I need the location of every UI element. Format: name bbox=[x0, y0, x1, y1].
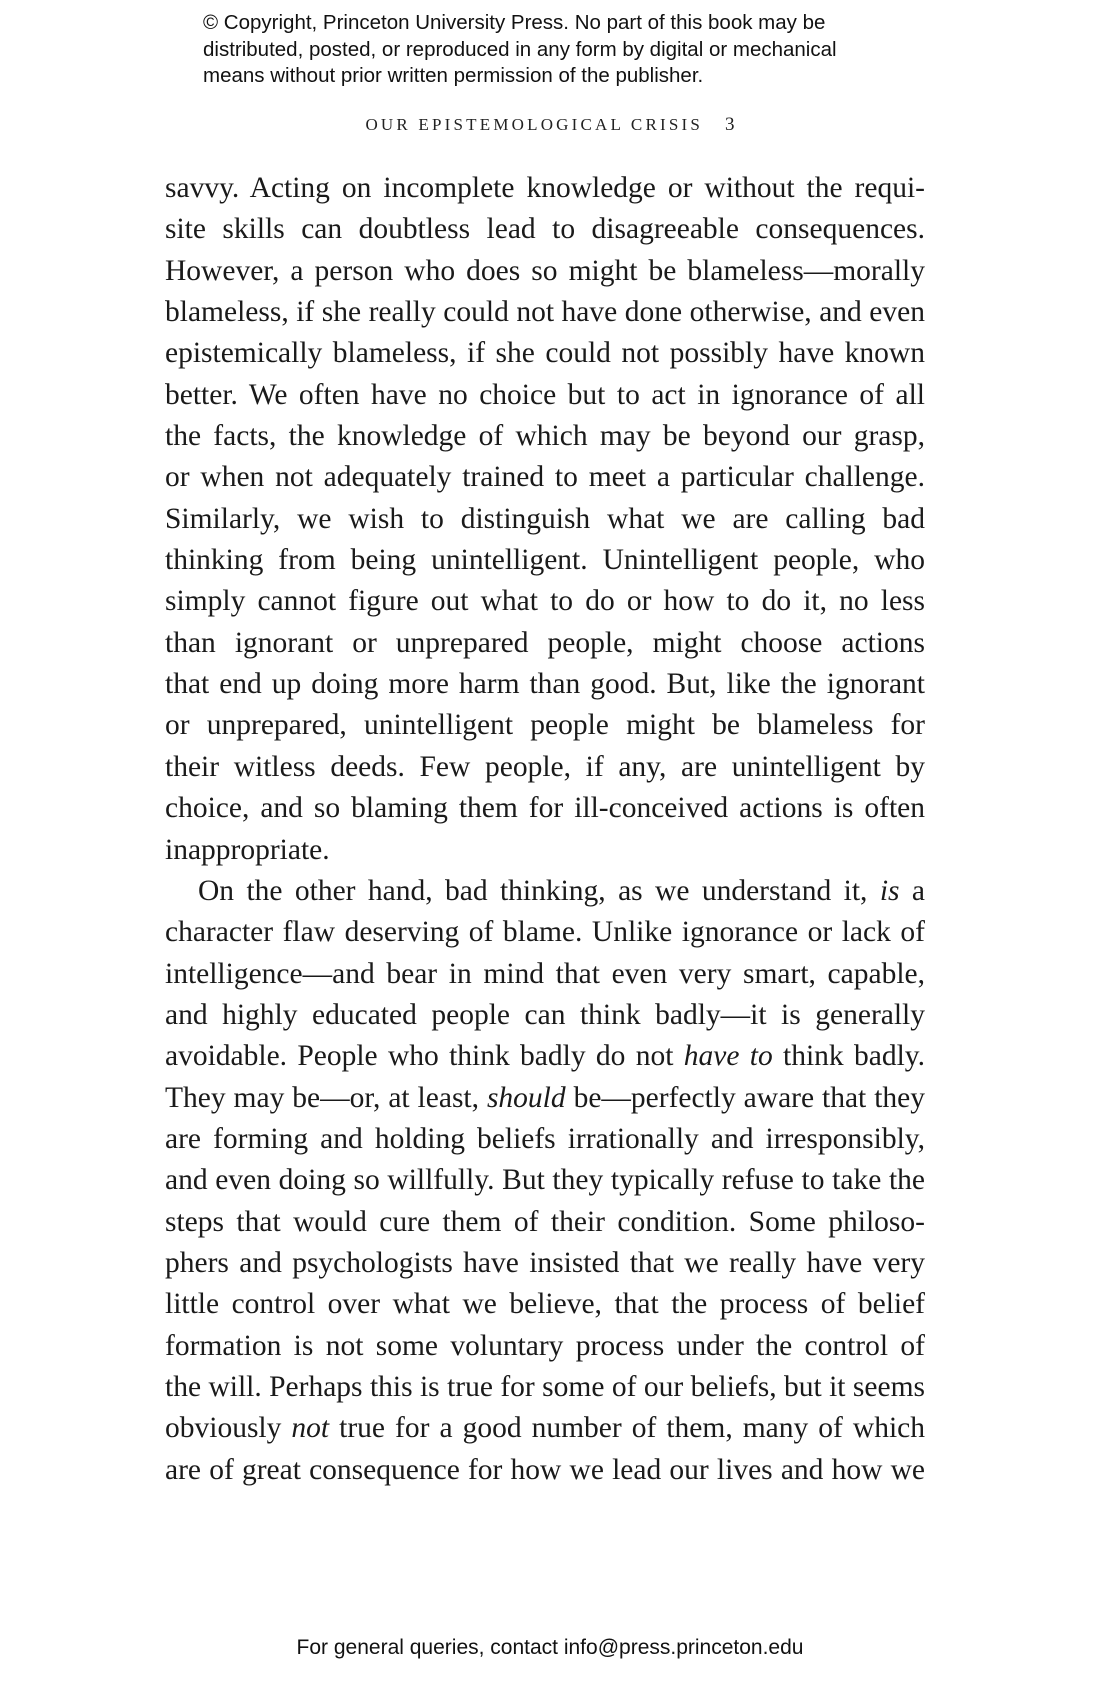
copyright-line: distributed, posted, or reproduced in any form by digital or mechanical bbox=[203, 37, 837, 61]
text-line bbox=[165, 1160, 925, 1201]
text-segment: or unprepared, unintelligent people might be blameless for bbox=[165, 709, 925, 742]
running-head-title: OUR EPISTEMOLOGICAL CRISIS bbox=[365, 115, 704, 134]
page-number: 3 bbox=[725, 114, 735, 135]
text-line bbox=[165, 1284, 925, 1325]
text-segment: their witless deeds. Few people, if any, are unintelligent by bbox=[165, 750, 925, 783]
text-segment: little control over what we believe, that the process of belief bbox=[165, 1288, 925, 1321]
text-line bbox=[165, 168, 925, 209]
text-line bbox=[165, 1450, 925, 1491]
text-segment: true for a good number of them, many of which bbox=[329, 1412, 925, 1445]
text-line bbox=[165, 623, 925, 664]
italic-text: have to bbox=[683, 1040, 773, 1073]
text-segment: choice, and so blaming them for ill-conceived actions is often bbox=[165, 792, 925, 825]
text-line bbox=[165, 664, 925, 705]
text-segment: site skills can doubtless lead to disagreeable consequences. bbox=[165, 213, 925, 246]
text-segment: a bbox=[899, 874, 925, 907]
italic-text: should bbox=[486, 1081, 566, 1114]
text-line bbox=[165, 375, 925, 416]
body-text bbox=[165, 168, 925, 1491]
text-segment: than ignorant or unprepared people, might choose actions bbox=[165, 626, 925, 659]
text-line bbox=[165, 830, 925, 871]
italic-text: is bbox=[879, 874, 900, 907]
text-line bbox=[165, 871, 925, 912]
text-segment: inappropriate. bbox=[165, 833, 330, 866]
text-segment: obviously bbox=[165, 1412, 292, 1445]
text-line bbox=[165, 705, 925, 746]
text-segment: blameless, if she really could not have done otherwise, and even bbox=[165, 296, 925, 329]
text-segment: and even doing so willfully. But they typically refuse to take the bbox=[165, 1164, 925, 1197]
text-segment: are forming and holding beliefs irrationally and irresponsibly, bbox=[165, 1122, 925, 1155]
text-line bbox=[165, 416, 925, 457]
text-segment: phers and psychologists have insisted that we really have very bbox=[165, 1246, 925, 1279]
text-line bbox=[165, 457, 925, 498]
text-segment: the facts, the knowledge of which may be beyond our grasp, bbox=[165, 420, 925, 453]
text-line bbox=[165, 1408, 925, 1449]
text-line bbox=[165, 251, 925, 292]
running-head bbox=[0, 114, 1100, 136]
text-line bbox=[165, 1119, 925, 1160]
text-segment: epistemically blameless, if she could not possibly have known bbox=[165, 337, 925, 370]
text-segment: thinking from being unintelligent. Unintelligent people, who bbox=[165, 544, 925, 577]
text-line bbox=[165, 995, 925, 1036]
text-line bbox=[165, 954, 925, 995]
text-line bbox=[165, 1367, 925, 1408]
text-segment: steps that would cure them of their condition. Some philoso- bbox=[165, 1205, 925, 1238]
text-line bbox=[165, 1202, 925, 1243]
footer-contact: For general queries, contact info@press.princeton.edu bbox=[296, 1636, 804, 1659]
text-line bbox=[165, 788, 925, 829]
text-segment: On the other hand, bad thinking, as we understand it, bbox=[198, 874, 880, 907]
copyright-notice bbox=[203, 10, 923, 90]
text-segment: that end up doing more harm than good. But, like the ignorant bbox=[165, 668, 925, 701]
text-line bbox=[165, 1243, 925, 1284]
text-line bbox=[165, 1326, 925, 1367]
text-segment: intelligence—and bear in mind that even very smart, capable, bbox=[165, 957, 925, 990]
copyright-line: © Copyright, Princeton University Press. No part of this book may be bbox=[203, 11, 826, 34]
text-segment: and highly educated people can think badly—it is generally bbox=[165, 998, 925, 1031]
text-line bbox=[165, 1078, 925, 1119]
text-segment: the will. Perhaps this is true for some of our beliefs, but it seems bbox=[165, 1370, 925, 1403]
text-segment: be—perfectly aware that they bbox=[565, 1081, 925, 1114]
text-segment: simply cannot figure out what to do or how to do it, no less bbox=[165, 585, 925, 618]
text-line bbox=[165, 747, 925, 788]
text-segment: think badly. bbox=[772, 1040, 925, 1073]
italic-text: not bbox=[291, 1412, 330, 1445]
text-segment: Similarly, we wish to distinguish what we are calling bad bbox=[165, 502, 925, 535]
text-line bbox=[165, 209, 925, 250]
text-line bbox=[165, 499, 925, 540]
text-segment: are of great consequence for how we lead our lives and how we bbox=[165, 1453, 925, 1486]
copyright-line: means without prior written permission of the publisher. bbox=[203, 64, 704, 87]
text-line bbox=[165, 1036, 925, 1077]
text-line bbox=[165, 333, 925, 374]
text-line bbox=[165, 292, 925, 333]
text-segment: They may be—or, at least, bbox=[165, 1081, 487, 1114]
text-line bbox=[165, 581, 925, 622]
text-line bbox=[165, 540, 925, 581]
text-segment: formation is not some voluntary process under the control of bbox=[165, 1329, 925, 1362]
text-segment: better. We often have no choice but to act in ignorance of all bbox=[165, 378, 925, 411]
text-line bbox=[165, 912, 925, 953]
text-segment: character flaw deserving of blame. Unlike ignorance or lack of bbox=[165, 916, 925, 949]
text-segment: savvy. Acting on incomplete knowledge or without the requi- bbox=[165, 172, 925, 204]
text-segment: However, a person who does so might be blameless—morally bbox=[165, 254, 925, 287]
text-segment: avoidable. People who think badly do not bbox=[165, 1040, 684, 1073]
text-segment: or when not adequately trained to meet a particular challenge. bbox=[165, 461, 925, 494]
